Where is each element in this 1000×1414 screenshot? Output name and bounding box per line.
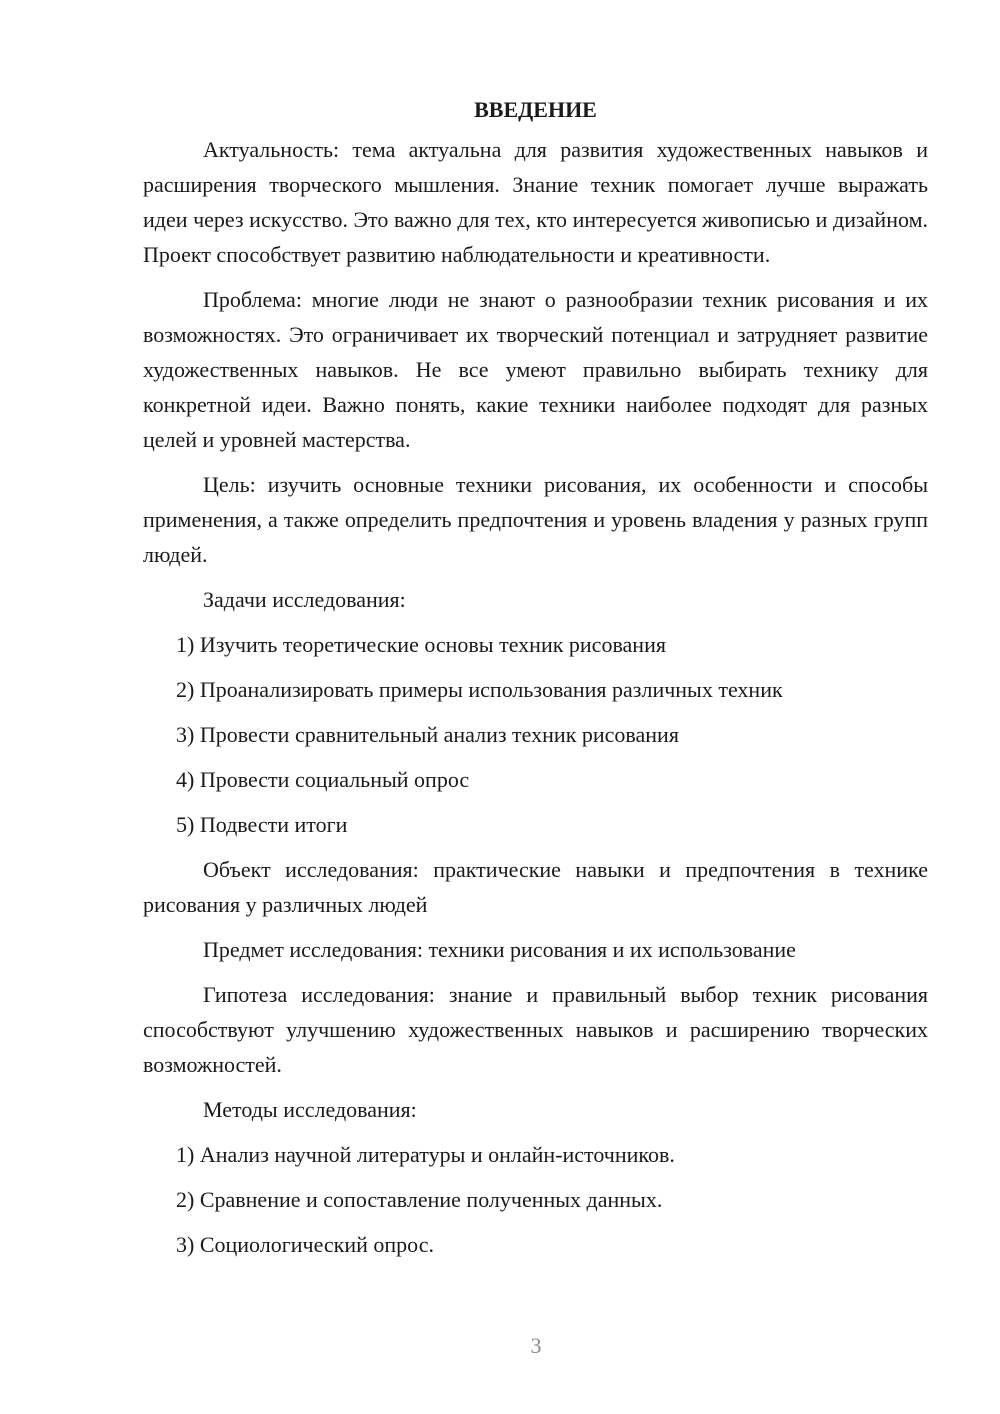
list-item: 2) Сравнение и сопоставление полученных данных. [176,1187,663,1212]
page-number: 3 [530,1333,542,1358]
tasks-list [143,627,928,842]
list-item: 3) Провести сравнительный анализ техник рисования [176,722,679,747]
goal-paragraph: Цель: изучить основные техники рисования, их особенности и способы применения, а также определить предпочтения и уровень владения у разных групп людей. [143,472,928,567]
page-title: ВВЕДЕНИЕ [474,97,597,122]
object-paragraph: Объект исследования: практические навыки и предпочтения в технике рисования у различных людей [143,857,928,917]
list-item: 2) Проанализировать примеры использования различных техник [176,677,783,702]
methods-list [143,1137,928,1262]
document-page [143,92,928,1272]
tasks-label: Задачи исследования: [203,587,406,612]
hypothesis-paragraph: Гипотеза исследования: знание и правильный выбор техник рисования способствуют улучшению художественных навыков и расширению творческих возможностей. [143,982,928,1077]
subject-paragraph: Предмет исследования: техники рисования и их использование [203,937,796,962]
list-item: 3) Социологический опрос. [176,1232,434,1257]
list-item: 1) Анализ научной литературы и онлайн-источников. [176,1142,675,1167]
methods-label: Методы исследования: [203,1097,417,1122]
list-item: 4) Провести социальный опрос [176,767,470,792]
list-item: 1) Изучить теоретические основы техник рисования [176,632,666,657]
list-item: 5) Подвести итоги [176,812,348,837]
problem-paragraph: Проблема: многие люди не знают о разнообразии техник рисования и их возможностях. Это ограничивает их творческий потенциал и затрудняет развитие художественных навыков. Не все умеют правильно выбирать технику для конкретной идеи. Важно понять, какие техники наиболее подходят для разных целей и уровней мастерства. [143,287,928,452]
relevance-paragraph: Актуальность: тема актуальна для развития художественных навыков и расширения творческого мышления. Знание техник помогает лучше выражать идеи через искусство. Это важно для тех, кто интересуется живописью и дизайном. Проект способствует развитию наблюдательности и креативности. [143,137,928,267]
